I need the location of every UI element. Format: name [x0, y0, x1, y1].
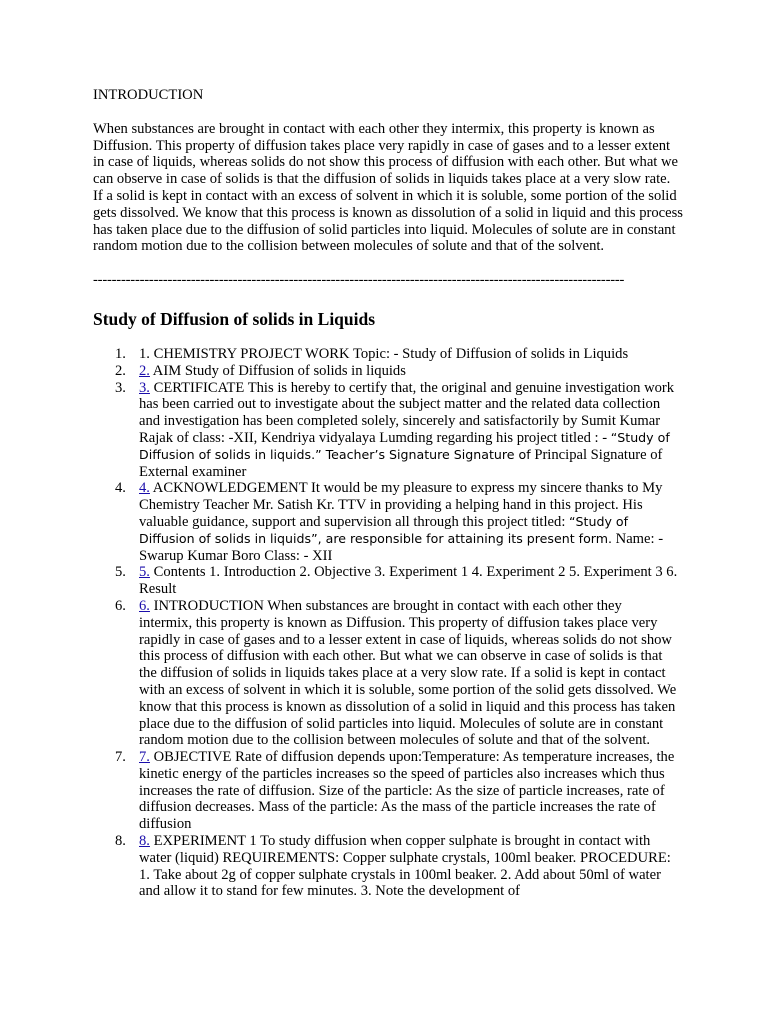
list-item [93, 480, 678, 564]
intro-paragraph: When substances are brought in contact with each other they intermix, this property is known as Diffusion. This property of diffusion takes place very rapidly in case of gases and to a lesser extent in case of liquids, whereas solids do not show this process of diffusion with each other. But what we can observe in case of solids is that the diffusion of solids in liquids takes place at a very slow rate. If a solid is kept in contact with an excess of solvent in which it is soluble, some portion of the solid gets dissolved. We know that this process is known as dissolution of a solid in liquid and this process has taken place due to the diffusion of solid particles into liquid. Molecules of solute are in constant random motion due to the collision between molecules of solute and that of the solvent. [93, 120, 683, 255]
list-item [93, 380, 678, 481]
intro-heading: INTRODUCTION [93, 87, 204, 103]
list-item-text: 1. CHEMISTRY PROJECT WORK Topic: - Study of Diffusion of solids in Liquids [139, 345, 629, 362]
list-item-tail: Principal Signature of External examiner [139, 446, 663, 480]
numbered-list [93, 346, 678, 900]
list-number: 4. [115, 480, 126, 497]
list-item-text: CERTIFICATE This is hereby to certify that, the original and genuine investigation work has been carried out to investigate about the subject matter and the related data collection and investigation has been completed solely, sincerely and satisfactorily by Sumit Kumar Rajak of class: -XII, Kendriya vidyalaya Lumding regarding his project titled : - [139, 379, 675, 446]
list-item-text: EXPERIMENT 1 To study diffusion when copper sulphate is brought in contact with water (liquid) REQUIREMENTS: Copper sulphate crystals, 100ml beaker. PROCEDURE: 1. Take about 2g of copper sulphate crystals in 100ml beaker. 2. Add about 50ml of water and allow it to stand for few minutes. 3. Note the development of [139, 833, 671, 900]
list-item-text: INTRODUCTION When substances are brought in contact with each other they intermix, this property is known as Diffusion. This property of diffusion takes place very rapidly in case of gases and to a lesser extent in case of liquids, whereas solids do not show this process of diffusion with each other. But what we can observe in case of solids is that the diffusion of solids in liquids takes place at a very slow rate. If a solid is kept in contact with an excess of solvent in which it is soluble, some portion of the solid gets dissolved. We know that this process is known as dissolution of a solid in liquid and this process has taken place due to the diffusion of solid particles into liquid. Molecules of solute are in constant random motion due to the collision between molecules of solute and that of the solvent. [139, 597, 677, 749]
project-title-quote: “Study of Diffusion of solids in liquids.” Teacher’s Signature Signature of [139, 429, 670, 462]
list-item [93, 346, 678, 363]
list-item-tail: Name: -Swarup Kumar Boro Class: - XII [139, 530, 664, 564]
item-link[interactable]: 6. [139, 597, 150, 614]
list-number: 7. [115, 749, 126, 766]
item-link[interactable]: 2. [139, 362, 150, 379]
list-number: 1. [115, 345, 126, 362]
list-item [93, 833, 678, 900]
list-item [93, 749, 678, 833]
list-item-text: AIM Study of Diffusion of solids in liquids [149, 362, 406, 379]
item-link[interactable]: 5. [139, 564, 150, 581]
list-number: 3. [115, 379, 126, 396]
separator-line: ------------------------------------------------------------------------------------------------------------------ [93, 272, 625, 289]
item-link[interactable]: 3. [139, 379, 150, 396]
list-item-text: Contents 1. Introduction 2. Objective 3. Experiment 1 4. Experiment 2 5. Experiment 3 6. Result [139, 564, 678, 598]
list-item [93, 363, 678, 380]
list-item [93, 598, 678, 749]
item-link[interactable]: 8. [139, 833, 150, 850]
project-title-quote: “Study of Diffusion of solids in liquids”, are responsible for attaining its present form. [139, 513, 629, 546]
list-number: 6. [115, 597, 126, 614]
list-item-text: ACKNOWLEDGEMENT It would be my pleasure to express my sincere thanks to My Chemistry Teacher Mr. Satish Kr. TTV in providing a helping hand in this project. His valuable guidance, support and supervision all through this project titled: [139, 480, 663, 530]
list-number: 8. [115, 833, 126, 850]
list-number: 5. [115, 564, 126, 581]
item-link[interactable]: 7. [139, 749, 150, 766]
section-title: Study of Diffusion of solids in Liquids [93, 308, 376, 329]
item-link[interactable]: 4. [139, 480, 150, 497]
list-number: 2. [115, 362, 126, 379]
list-item-text: OBJECTIVE Rate of diffusion depends upon:Temperature: As temperature increases, the kinetic energy of the particles increases so the speed of particles also increases which thus increases the rate of diffusion. Size of the particle: As the size of particle increases, rate of diffusion decreases. Mass of the particle: As the mass of the particle increases the rate of diffusion [139, 749, 675, 833]
list-item [93, 564, 678, 598]
